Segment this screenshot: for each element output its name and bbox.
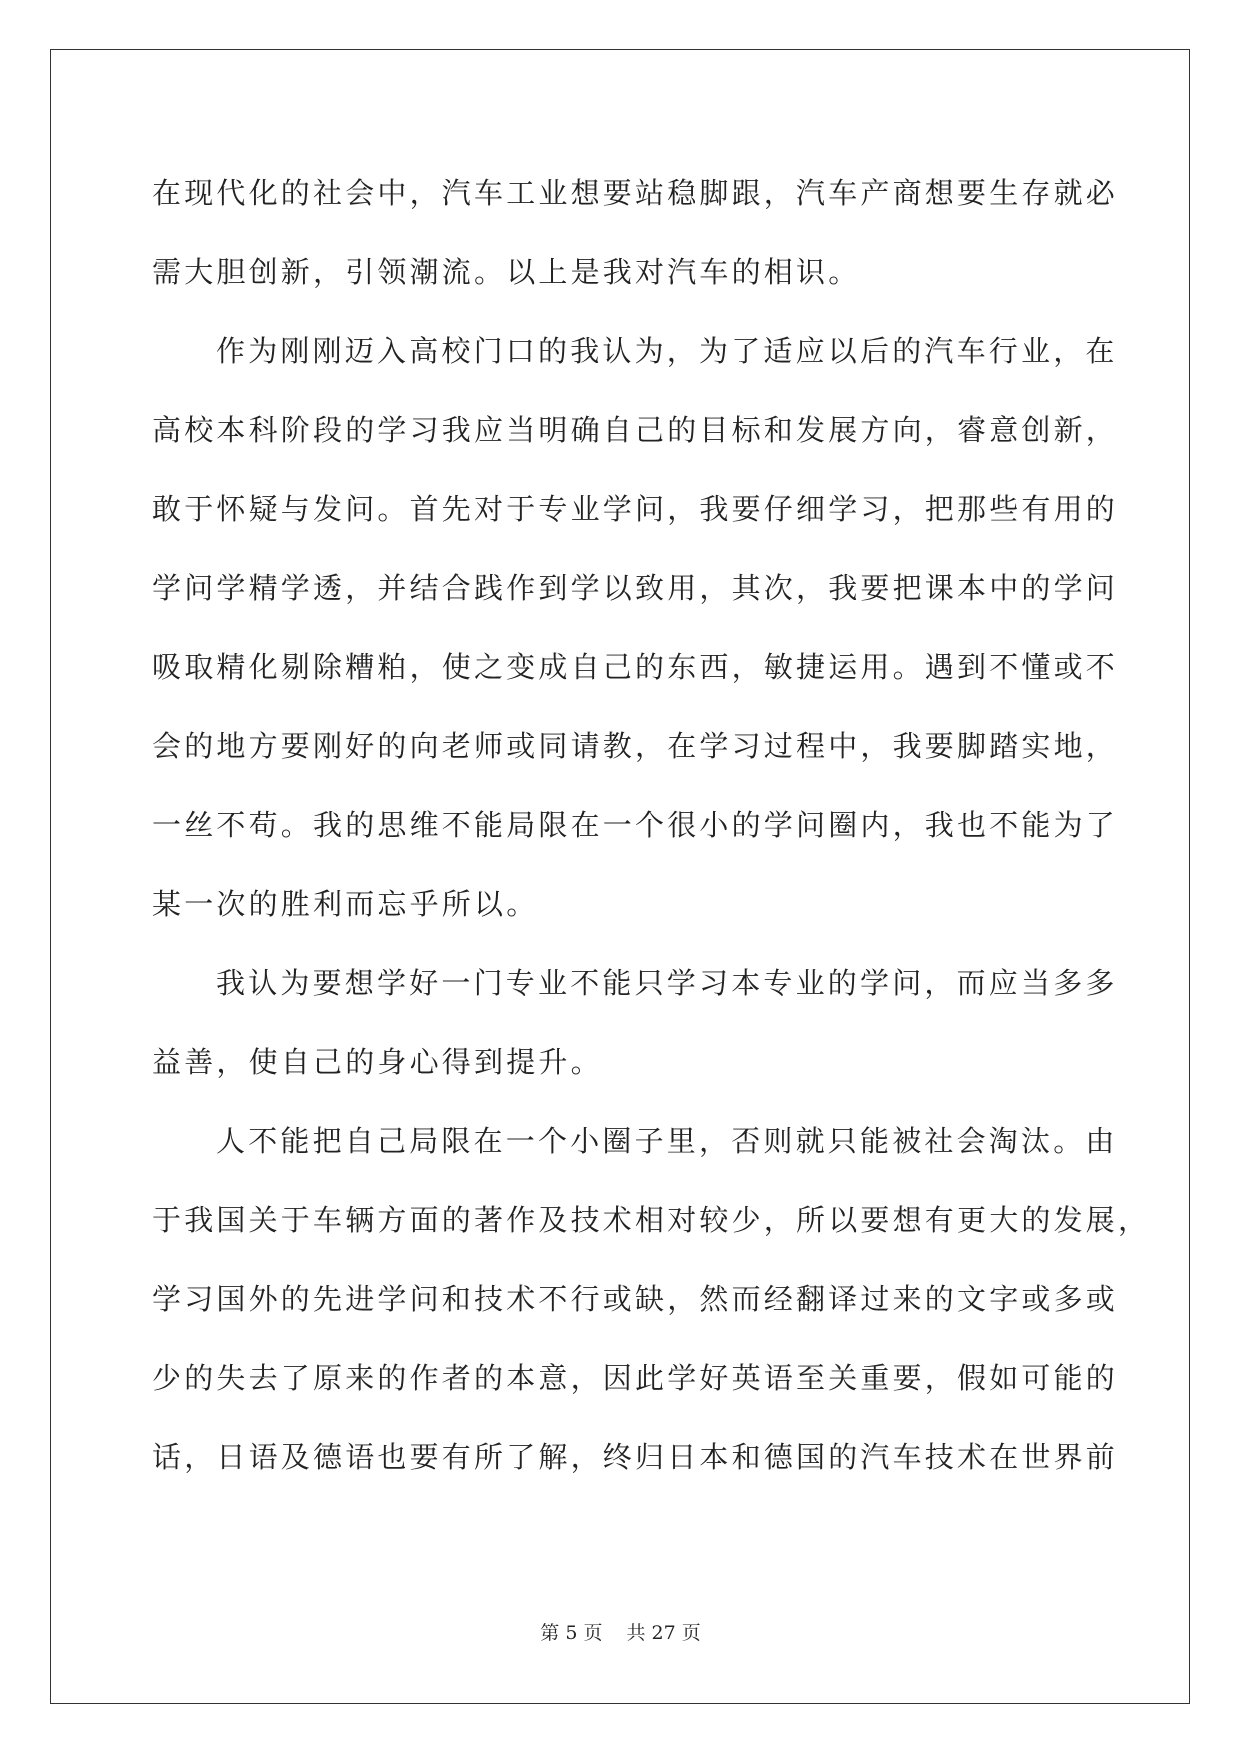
- text-line: 一丝不苟。我的思维不能局限在一个很小的学问圈内，我也不能为了: [152, 808, 1119, 842]
- page-total: 共 27 页: [626, 1622, 701, 1644]
- text-line: 某一次的胜利而忘乎所以。: [152, 887, 539, 921]
- text-line: 高校本科阶段的学习我应当明确自己的目标和发展方向，睿意创新，: [152, 413, 1119, 447]
- text-line: 会的地方要刚好的向老师或同请教，在学习过程中，我要脚踏实地，: [152, 729, 1119, 763]
- text-line: 学问学精学透，并结合践作到学以致用，其次，我要把课本中的学问: [152, 571, 1119, 605]
- text-line: 学习国外的先进学问和技术不行或缺，然而经翻译过来的文字或多或: [152, 1282, 1119, 1316]
- text-line: 敢于怀疑与发问。首先对于专业学问，我要仔细学习，把那些有用的: [152, 492, 1119, 526]
- text-line: 在现代化的社会中，汽车工业想要站稳脚跟，汽车产商想要生存就必: [152, 176, 1119, 210]
- text-line: 吸取精化剔除糟粕，使之变成自己的东西，敏捷运用。遇到不懂或不: [152, 650, 1119, 684]
- page-number: 第 5 页: [540, 1622, 603, 1644]
- text-line: 于我国关于车辆方面的著作及技术相对较少，所以要想有更大的发展，: [152, 1203, 1151, 1237]
- text-line: 话，日语及德语也要有所了解，终归日本和德国的汽车技术在世界前: [152, 1440, 1119, 1474]
- text-line: 益善，使自己的身心得到提升。: [152, 1045, 603, 1079]
- paragraph-start-line: 人不能把自己局限在一个小圈子里，否则就只能被社会淘汰。由: [216, 1124, 1118, 1158]
- paragraph-start-line: 作为刚刚迈入高校门口的我认为，为了适应以后的汽车行业，在: [216, 334, 1118, 368]
- text-line: 需大胆创新，引领潮流。以上是我对汽车的相识。: [152, 255, 861, 289]
- paragraph-start-line: 我认为要想学好一门专业不能只学习本专业的学问，而应当多多: [216, 966, 1118, 1000]
- page-footer: [0, 1618, 1241, 1645]
- text-line: 少的失去了原来的作者的本意，因此学好英语至关重要，假如可能的: [152, 1361, 1119, 1395]
- document-body: [152, 164, 1151, 1507]
